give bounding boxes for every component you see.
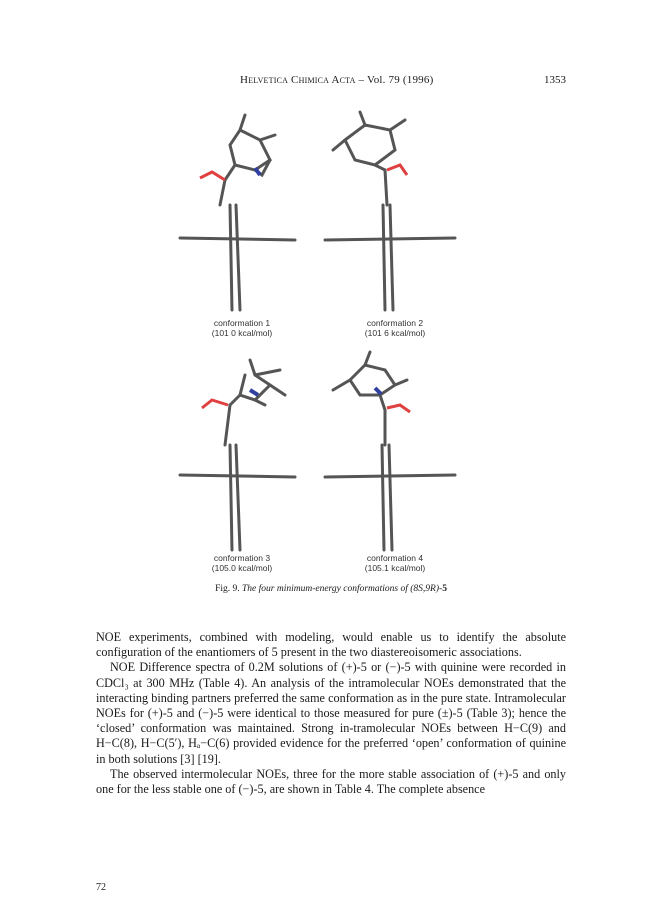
conformation-2-energy: (101 6 kcal/mol) [364,328,426,338]
conformation-4-label: conformation 4 [366,553,424,563]
molecule-conformation-3 [160,350,305,555]
conformation-1-energy: (101 0 kcal/mol) [211,328,273,338]
figure-caption-prefix: Fig. 9. [215,584,240,594]
figure-9 [150,100,510,580]
page-number: 1353 [544,74,566,86]
conformation-2-label: conformation 2 [366,318,424,328]
journal-title: Helvetica Chimica Acta – Vol. 79 (1996) [240,74,434,86]
conformation-3-energy: (105.0 kcal/mol) [211,563,273,573]
caption-conformation-4 [340,553,450,573]
body-text [96,630,566,797]
figure-caption-text: The four minimum-energy conformations of (8S,9R)- [242,584,443,594]
caption-conformation-2 [340,318,450,338]
paragraph-1: NOE experiments, combined with modeling, would enable us to identify the absolute configuration of the enantiomers of 5 present in the two diastereoisomeric associations. [96,630,566,660]
molecule-conformation-1 [160,110,305,315]
caption-conformation-3 [187,553,297,573]
paragraph-3: The observed intermolecular NOEs, three for the more stable association of (+)-5 and only one for the less stable one of (−)-5, are shown in Table 4. The complete absence [96,766,566,797]
figure-caption [96,584,566,594]
running-header [96,74,566,90]
conformation-1-label: conformation 1 [213,318,271,328]
figure-caption-compound: 5 [442,584,447,594]
conformation-4-energy: (105.1 kcal/mol) [364,563,426,573]
caption-conformation-1 [187,318,297,338]
molecule-conformation-4 [315,350,460,555]
conformation-3-label: conformation 3 [213,553,271,563]
paragraph-2: NOE Difference spectra of 0.2M solutions of (+)-5 or (−)-5 with quinine were recorded in CDCl₃ at 300 MHz (Table 4). An analysis of the intramolecular NOEs demonstrated that the interacting binding partners preferred the same conformation as in the pure state. Intramolecular NOEs for (+)-5 and (−)-5 were identical to those measured for pure (±)-5 (Table 3); hence the ‘closed’ conformation was maintained. Strong in-tramolecular NOEs between H−C(9) and H−C(8), H−C(5′), Hₐ−C(6) provided evidence for the preferred ‘open’ conformation of quinine in both solutions [3] [19]. [96,660,566,766]
molecule-conformation-2 [315,110,460,315]
footer-number: 72 [96,882,106,893]
